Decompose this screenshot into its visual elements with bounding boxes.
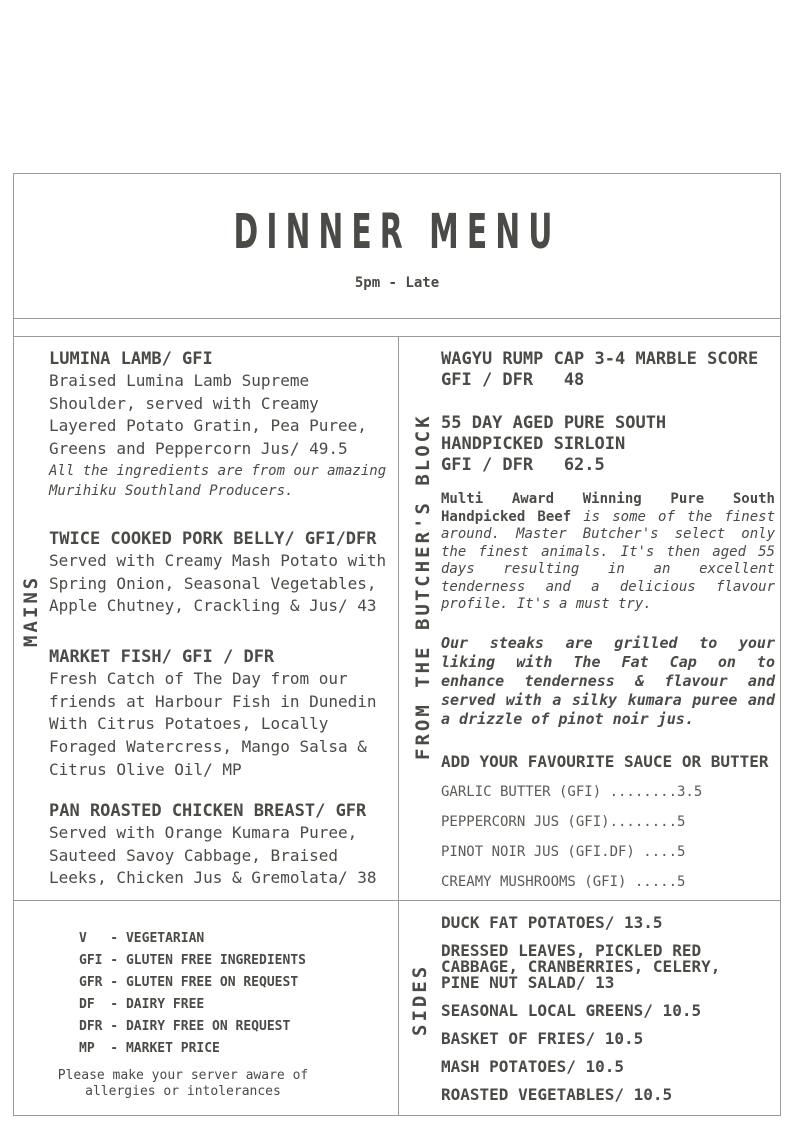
steak-price: GFI / DFR 62.5 [441,455,605,475]
legend-row: GFI - GLUTEN FREE INGREDIENTS [79,953,306,968]
side-item: DUCK FAT POTATOES/ 13.5 [441,913,663,932]
section-label-butchers-block: FROM THE BUTCHER'S BLOCK [412,413,434,760]
steak-name: WAGYU RUMP CAP 3-4 MARBLE SCORE [441,349,759,369]
main-item-note: All the ingredients are from our amazing Murihiku Southland Producers. [49,462,387,499]
main-item-desc: Served with Orange Kumara Puree, Sauteed Savoy Cabbage, Braised Leeks, Chicken Jus & Gremolata/ 38 [49,823,377,888]
sides-divider [14,900,780,901]
dietary-legend [79,928,379,1060]
steak-name: 55 DAY AGED PURE SOUTH [441,413,667,433]
main-item [49,647,387,782]
main-item-desc: Fresh Catch of The Day from our friends at Harbour Fish in Dunedin With Citrus Potatoes, Locally Foraged Watercress, Mango Salsa & Citrus Olive Oil/ MP [49,669,377,779]
legend-row: V - VEGETARIAN [79,931,205,946]
beef-lead: Multi Award Winning Pure South Handpicked Beef [441,491,775,525]
steak-price: GFI / DFR 48 [441,370,585,390]
legend-row: GFR - GLUTEN FREE ON REQUEST [79,975,299,990]
section-label-sides: SIDES [409,963,431,1036]
main-item-name: LUMINA LAMB/ GFI [49,349,213,369]
column-divider [398,336,399,1116]
sauce-item: PINOT NOIR JUS (GFI.DF) ....5 [441,844,686,860]
side-item: DRESSED LEAVES, PICKLED RED CABBAGE, CRANBERRIES, CELERY, PINE NUT SALAD/ 13 [441,941,721,992]
sauce-item: GARLIC BUTTER (GFI) ........3.5 [441,784,703,800]
beef-description [441,491,775,614]
grill-description [441,634,775,729]
menu-title: DINNER MENU [233,204,561,260]
steak-item [441,413,775,476]
sauce-heading: ADD YOUR FAVOURITE SAUCE OR BUTTER [441,752,769,771]
main-item-desc: Braised Lumina Lamb Supreme Shoulder, served with Creamy Layered Potato Gratin, Pea Puree, Greens and Peppercorn Jus/ 49.5 [49,371,367,459]
side-item: SEASONAL LOCAL GREENS/ 10.5 [441,1001,702,1020]
beef-text: is some of the finest around. Master Butcher's select only the finest animals. It's then aged 55 days resulting in an excellent tenderness and a delicious flavour profile. It's a must try. [441,508,775,612]
side-item: BASKET OF FRIES/ 10.5 [441,1029,644,1048]
header-divider [14,336,780,337]
steak-name-cont: HANDPICKED SIRLOIN [441,434,626,454]
allergy-note: Please make your server aware of allergies or intolerances [57,1068,309,1099]
steak-item [441,349,775,391]
side-item: MASH POTATOES/ 10.5 [441,1057,625,1076]
main-item [49,801,387,890]
menu-header [14,174,780,319]
legend-row: MP - MARKET PRICE [79,1041,220,1056]
grill-text: Our steaks are grilled to your liking with The Fat Cap on to enhance tenderness & flavour and served with a silky kumara puree and a drizzle of pinot noir jus. [441,634,775,728]
side-item: ROASTED VEGETABLES/ 10.5 [441,1085,673,1104]
service-hours: 5pm - Late [354,275,440,291]
main-item [49,529,387,618]
legend-row: DF - DAIRY FREE [79,997,205,1012]
main-item [49,349,387,501]
sides-list [441,915,761,1103]
main-item-name: TWICE COOKED PORK BELLY/ GFI/DFR [49,529,377,549]
sauce-item: PEPPERCORN JUS (GFI)........5 [441,814,686,830]
main-item-name: MARKET FISH/ GFI / DFR [49,647,275,667]
main-item-desc: Served with Creamy Mash Potato with Spring Onion, Seasonal Vegetables, Apple Chutney, Crackling & Jus/ 43 [49,551,387,616]
legend-row: DFR - DAIRY FREE ON REQUEST [79,1019,291,1034]
main-item-name: PAN ROASTED CHICKEN BREAST/ GFR [49,801,367,821]
sauce-item: CREAMY MUSHROOMS (GFI) .....5 [441,874,686,890]
sauce-list [441,752,781,891]
menu-frame [13,173,781,1116]
section-label-mains: MAINS [20,574,42,647]
